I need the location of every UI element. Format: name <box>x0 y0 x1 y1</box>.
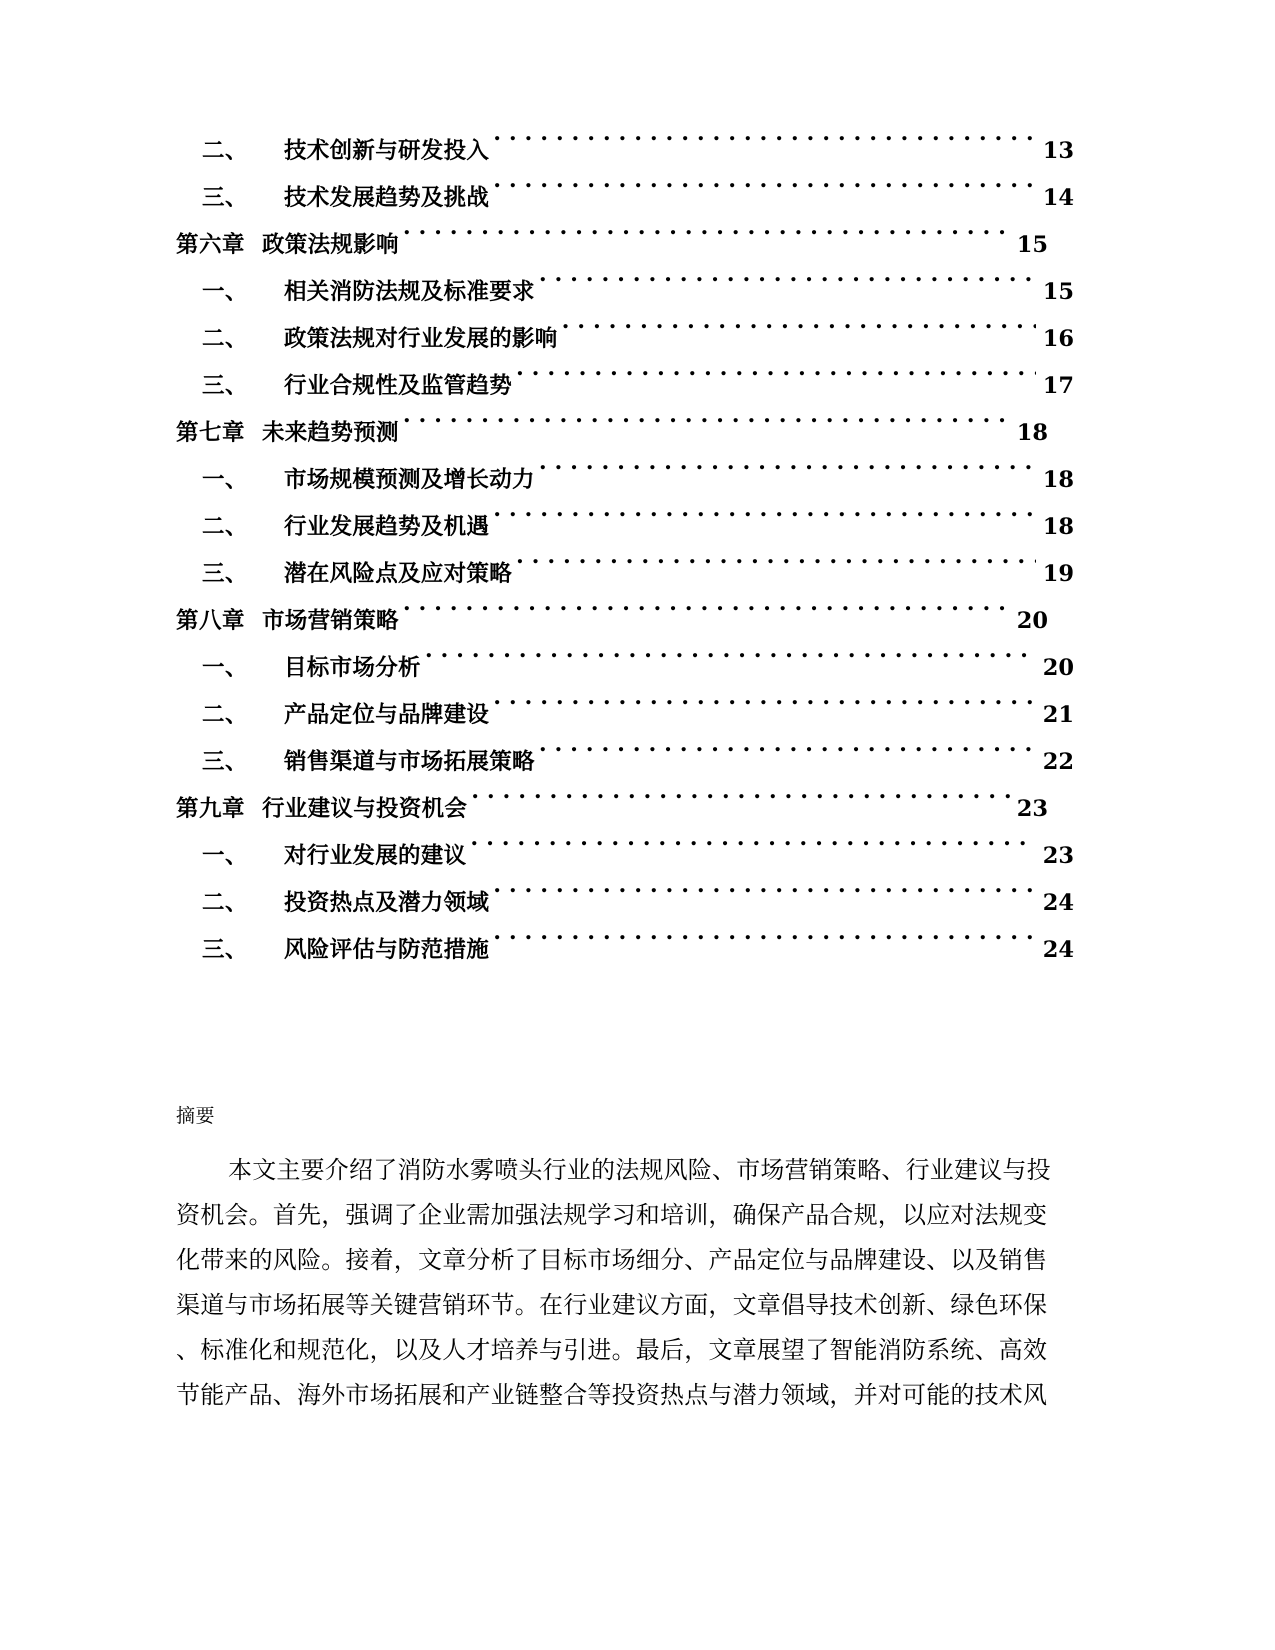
toc-page-number: 15 <box>1042 279 1074 305</box>
toc-page-number: 17 <box>1042 373 1074 399</box>
toc-entry[interactable] <box>176 457 1074 504</box>
toc-entry-number: 二、 <box>202 514 249 540</box>
toc-entry-title: 相关消防法规及标准要求 <box>284 279 535 305</box>
toc-dot-leader <box>562 324 1036 347</box>
toc-dot-leader <box>493 183 1036 206</box>
toc-dot-leader <box>493 935 1036 958</box>
toc-entry[interactable] <box>176 927 1074 974</box>
abstract-line: 本文主要介绍了消防水雾喷头行业的法规风险、市场营销策略、行业建议与投 <box>228 1156 1051 1184</box>
abstract-line: 化带来的风险。接着，文章分析了目标市场细分、产品定位与品牌建设、以及销售 <box>176 1246 1048 1274</box>
toc-entry-title: 市场规模预测及增长动力 <box>284 467 535 493</box>
toc-entry-number: 第八章 <box>176 608 246 634</box>
toc-entry[interactable] <box>176 833 1074 880</box>
toc-entry-title: 政策法规影响 <box>262 232 399 258</box>
toc-entry-title: 潜在风险点及应对策略 <box>284 561 513 587</box>
toc-page-number: 19 <box>1042 561 1074 587</box>
toc-entry-title: 行业建议与投资机会 <box>262 796 468 822</box>
toc-dot-leader <box>539 277 1036 300</box>
toc-dot-leader <box>516 559 1036 582</box>
toc-entry-number: 三、 <box>202 749 249 775</box>
toc-dot-leader <box>470 841 1036 864</box>
toc-entry-number: 三、 <box>202 561 249 587</box>
toc-entry-title: 未来趋势预测 <box>262 420 399 446</box>
toc-page-number: 24 <box>1042 937 1074 963</box>
toc-page-number: 22 <box>1042 749 1074 775</box>
toc-page-number: 18 <box>1042 514 1074 540</box>
toc-entry-title: 行业合规性及监管趋势 <box>284 373 513 399</box>
toc-entry[interactable] <box>176 363 1074 410</box>
table-of-contents <box>176 128 1074 974</box>
toc-dot-leader <box>493 512 1036 535</box>
toc-entry[interactable] <box>176 128 1074 175</box>
abstract-heading: 摘要 <box>176 1105 216 1127</box>
toc-dot-leader <box>539 747 1036 770</box>
toc-entry[interactable] <box>176 739 1074 786</box>
toc-dot-leader <box>493 700 1036 723</box>
toc-dot-leader <box>403 418 1010 441</box>
toc-entry-title: 市场营销策略 <box>262 608 399 634</box>
toc-entry-title: 行业发展趋势及机遇 <box>284 514 490 540</box>
abstract-section <box>176 1094 1056 1418</box>
toc-entry-number: 二、 <box>202 702 249 728</box>
toc-dot-leader <box>493 888 1036 911</box>
toc-entry[interactable] <box>176 222 1048 269</box>
toc-entry-title: 技术发展趋势及挑战 <box>284 185 490 211</box>
toc-entry-number: 第六章 <box>176 232 246 258</box>
toc-entry[interactable] <box>176 410 1048 457</box>
toc-page-number: 24 <box>1042 890 1074 916</box>
toc-dot-leader <box>539 465 1036 488</box>
toc-entry-title: 风险评估与防范措施 <box>284 937 490 963</box>
toc-dot-leader <box>403 606 1010 629</box>
toc-entry-number: 一、 <box>202 279 249 305</box>
toc-entry-number: 第七章 <box>176 420 246 446</box>
toc-page-number: 15 <box>1016 232 1048 258</box>
toc-entry-number: 二、 <box>202 326 249 352</box>
toc-entry-number: 二、 <box>202 890 249 916</box>
toc-page-number: 13 <box>1042 138 1074 164</box>
toc-entry-number: 三、 <box>202 937 249 963</box>
toc-entry-number: 二、 <box>202 138 249 164</box>
toc-page-number: 14 <box>1042 185 1074 211</box>
toc-page-number: 18 <box>1042 467 1074 493</box>
toc-entry-number: 一、 <box>202 467 249 493</box>
toc-entry-number: 三、 <box>202 373 249 399</box>
toc-dot-leader <box>471 794 1010 817</box>
toc-entry-title: 目标市场分析 <box>284 655 421 681</box>
toc-entry-number: 三、 <box>202 185 249 211</box>
toc-entry[interactable] <box>176 692 1074 739</box>
toc-entry-title: 销售渠道与市场拓展策略 <box>284 749 535 775</box>
toc-entry[interactable] <box>176 880 1074 927</box>
toc-page-number: 21 <box>1042 702 1074 728</box>
toc-entry-title: 政策法规对行业发展的影响 <box>284 326 558 352</box>
toc-entry[interactable] <box>176 316 1074 363</box>
toc-page-number: 18 <box>1016 420 1048 446</box>
toc-entry-title: 投资热点及潜力领域 <box>284 890 490 916</box>
toc-dot-leader <box>425 653 1036 676</box>
abstract-line: 节能产品、海外市场拓展和产业链整合等投资热点与潜力领域，并对可能的技术风 <box>176 1381 1048 1409</box>
toc-entry-title: 产品定位与品牌建设 <box>284 702 490 728</box>
abstract-line: 资机会。首先，强调了企业需加强法规学习和培训，确保产品合规，以应对法规变 <box>176 1201 1048 1229</box>
toc-entry-number: 一、 <box>202 655 249 681</box>
toc-page-number: 23 <box>1042 843 1074 869</box>
toc-entry[interactable] <box>176 504 1074 551</box>
toc-page-number: 20 <box>1016 608 1048 634</box>
toc-dot-leader <box>403 230 1010 253</box>
toc-entry[interactable] <box>176 269 1074 316</box>
toc-dot-leader <box>493 136 1036 159</box>
toc-entry[interactable] <box>176 598 1048 645</box>
abstract-line: 渠道与市场拓展等关键营销环节。在行业建议方面，文章倡导技术创新、绿色环保 <box>176 1291 1048 1319</box>
toc-entry-title: 技术创新与研发投入 <box>284 138 490 164</box>
toc-entry[interactable] <box>176 551 1074 598</box>
toc-dot-leader <box>516 371 1036 394</box>
toc-entry[interactable] <box>176 786 1048 833</box>
toc-entry[interactable] <box>176 175 1074 222</box>
toc-page-number: 23 <box>1016 796 1048 822</box>
toc-entry-number: 第九章 <box>176 796 246 822</box>
abstract-line: 、标准化和规范化，以及人才培养与引进。最后，文章展望了智能消防系统、高效 <box>176 1336 1048 1364</box>
toc-page-number: 16 <box>1042 326 1074 352</box>
toc-entry-number: 一、 <box>202 843 249 869</box>
abstract-body <box>176 1148 1056 1418</box>
toc-entry[interactable] <box>176 645 1074 692</box>
toc-entry-title: 对行业发展的建议 <box>284 843 467 869</box>
toc-page-number: 20 <box>1042 655 1074 681</box>
